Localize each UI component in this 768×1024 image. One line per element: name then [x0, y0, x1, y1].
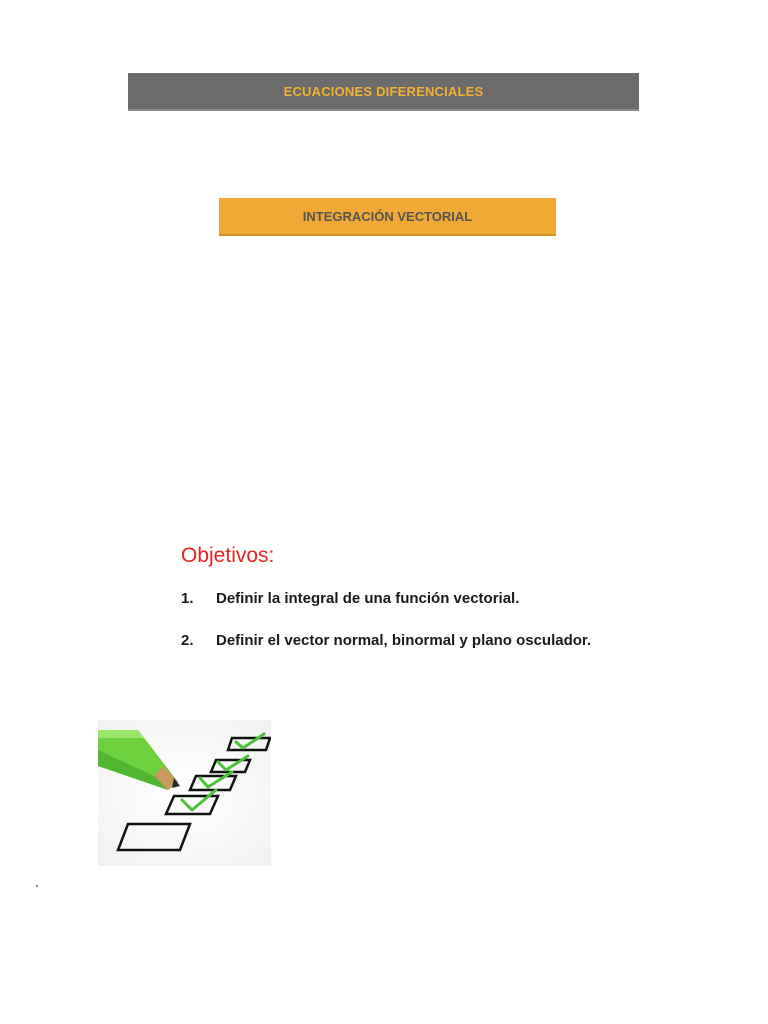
stray-mark	[36, 885, 38, 887]
course-title-banner	[128, 73, 639, 111]
item-number: 2.	[181, 632, 194, 649]
item-text: Definir el vector normal, binormal y plano osculador.	[216, 632, 592, 649]
item-text: Definir la integral de una función vectorial.	[216, 590, 520, 607]
objectives-heading: Objetivos:	[181, 544, 275, 567]
list-item	[181, 590, 591, 632]
objectives-list	[181, 590, 591, 674]
topic-banner	[219, 198, 556, 236]
topic-title: INTEGRACIÓN VECTORIAL	[302, 208, 473, 224]
course-title: ECUACIONES DIFERENCIALES	[283, 83, 484, 99]
list-item	[181, 632, 591, 674]
item-number: 1.	[181, 590, 194, 607]
checklist-pencil-icon	[98, 720, 271, 866]
